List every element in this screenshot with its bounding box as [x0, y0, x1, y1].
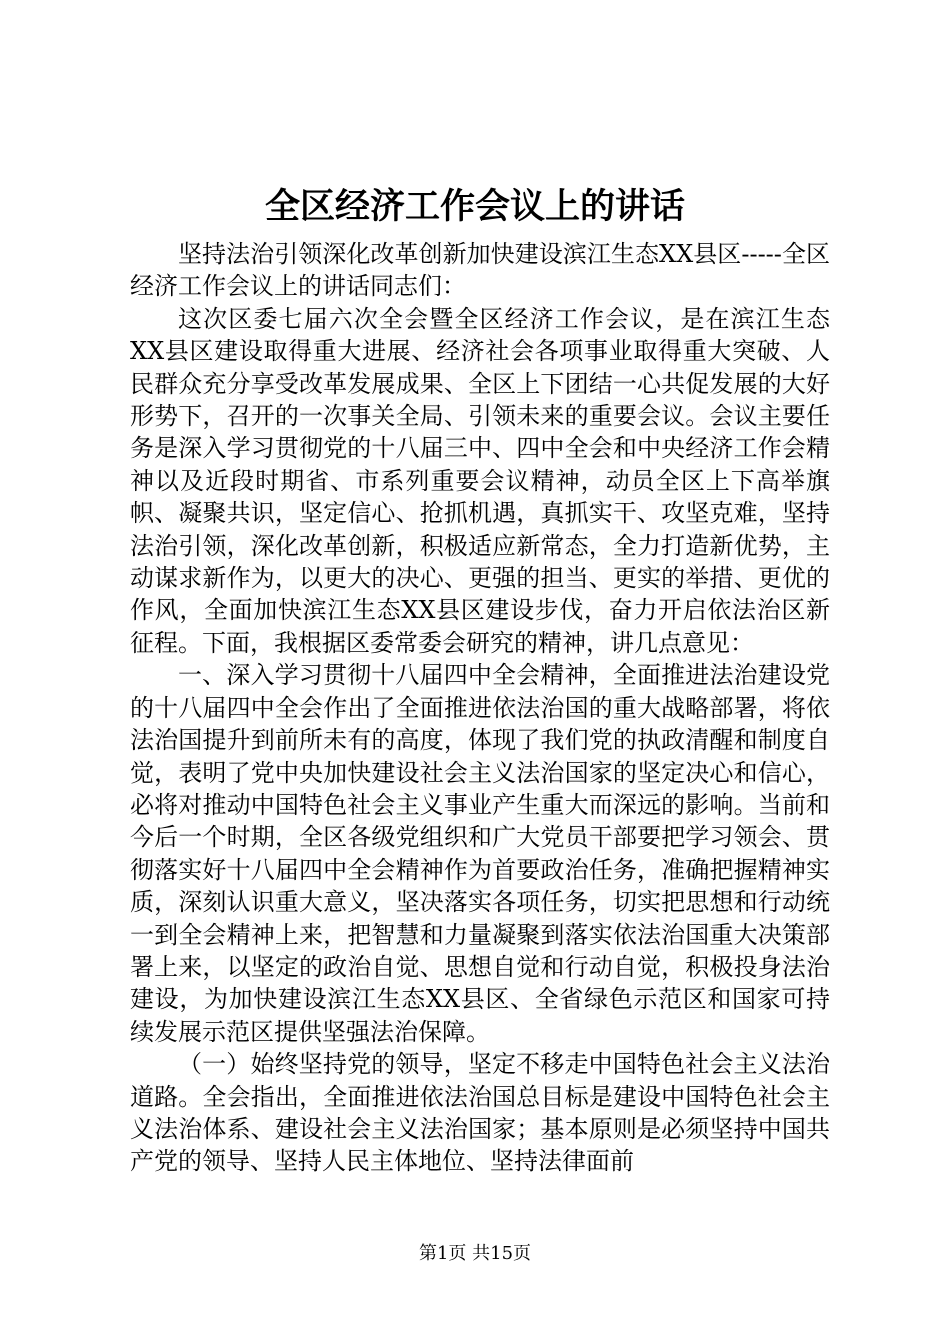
paragraph-intro: 坚持法治引领深化改革创新加快建设滨江生态XX县区-----全区经济工作会议上的讲话同志们：: [130, 240, 830, 301]
page-number-footer: 第1页 共15页: [418, 1243, 532, 1264]
paragraph-section-one: 一、深入学习贯彻十八届四中全会精神，全面推进法治建设党的十八届四中全会作出了全面推进依法治国的重大战略部署，将依法治国提升到前所未有的高度，体现了我们党的执政清醒和制度自觉，表明了党中央加快建设社会主义法治国家的坚定决心和信心，必将对推动中国特色社会主义事业产生重大而深远的影响。当前和今后一个时期，全区各级党组织和广大党员干部要把学习领会、贯彻落实好十八届四中全会精神作为首要政治任务，准确把握精神实质，深刻认识重大意义，坚决落实各项任务，切实把思想和行动统一到全会精神上来，把智慧和力量凝聚到落实依法治国重大决策部署上来，以坚定的政治自觉、思想自觉和行动自觉，积极投身法治建设，为加快建设滨江生态XX县区、全省绿色示范区和国家可持续发展示范区提供坚强法治保障。: [130, 661, 830, 1046]
paragraph-subsection-one: （一）始终坚持党的领导，坚定不移走中国特色社会主义法治道路。全会指出，全面推进依法治国总目标是建设中国特色社会主义法治体系、建设社会主义法治国家；基本原则是必须坚持中国共产党的领导、坚持人民主体地位、坚持法律面前: [130, 1050, 830, 1176]
paragraph-meeting-overview: 这次区委七届六次全会暨全区经济工作会议，是在滨江生态XX县区建设取得重大进展、经济社会各项事业取得重大突破、人民群众充分享受改革发展成果、全区上下团结一心共促发展的大好形势下，召开的一次事关全局、引领未来的重要会议。会议主要任务是深入学习贯彻党的十八届三中、四中全会和中央经济工作会精神以及近段时期省、市系列重要会议精神，动员全区上下高举旗帜、凝聚共识，坚定信心、抢抓机遇，真抓实干、攻坚克难，坚持法治引领，深化改革创新，积极适应新常态，全力打造新优势，主动谋求新作为，以更大的决心、更强的担当、更实的举措、更优的作风，全面加快滨江生态XX县区建设步伐，奋力开启依法治区新征程。下面，我根据区委常委会研究的精神，讲几点意见：: [130, 304, 830, 657]
document-body: [130, 238, 830, 1178]
document-title: 全区经济工作会议上的讲话: [264, 186, 685, 227]
